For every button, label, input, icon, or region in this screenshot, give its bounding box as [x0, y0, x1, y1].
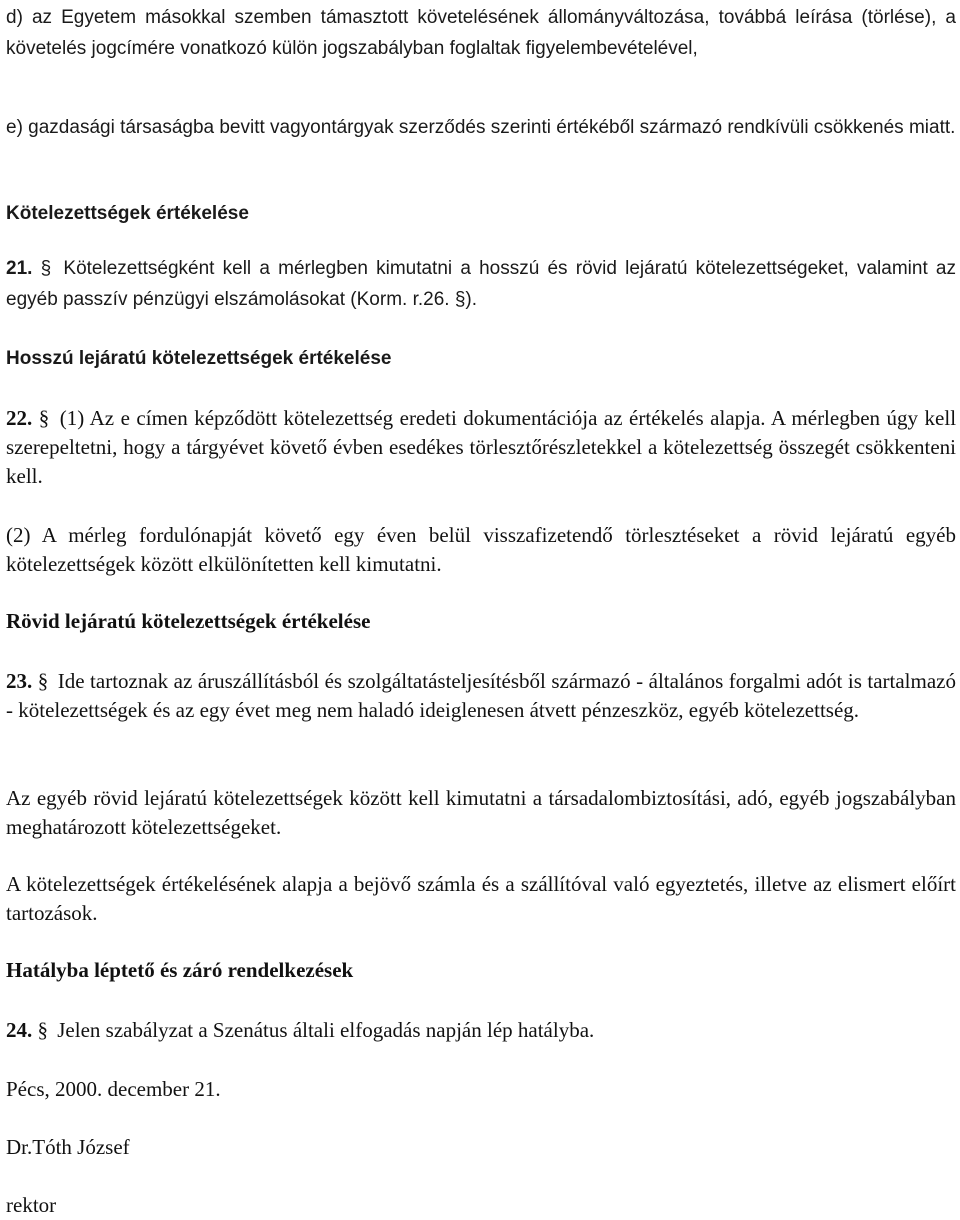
paragraph-text: (1) Az e címen képződött kötelezettség eredeti dokumentációja az értékelés alapja. A mérlegben úgy kell szerepeltetni, hogy a tárgyévet követő évben esedékes törlesztőrészletekkel a kötelezettség összegét csökkenteni kell. — [6, 406, 957, 488]
paragraph-text: Jelen szabályzat a Szenátus általi elfogadás napján lép hatályba. — [57, 1018, 595, 1042]
section-symbol: § — [40, 258, 52, 279]
section-heading-liabilities: Kötelezettségek értékelése — [6, 203, 249, 224]
place-and-date: Pécs, 2000. december 21. — [6, 1077, 221, 1101]
paragraph-text: Kötelezettségként kell a mérlegben kimutatni a hosszú és rövid lejáratú kötelezettségeket, valamint az egyéb passzív pénzügyi elszámolásokat (Korm. r.26. §). — [6, 258, 956, 310]
paragraph-23-2: Az egyéb rövid lejáratú kötelezettségek között kell kimutatni a társadalombiztosítási, adó, egyéb jogszabályban meghatározott kötelezettségeket. — [6, 786, 956, 839]
section-heading-short-term: Rövid lejáratú kötelezettségek értékelése — [6, 609, 371, 633]
list-item-d: d) az Egyetem másokkal szemben támasztott követelésének állományváltozása, továbbá leírása (törlése), a követelés jogcímére vonatkozó külön jogszabályban foglaltak figyelembevételével, — [6, 7, 956, 59]
signatory-role: rektor — [6, 1193, 57, 1217]
paragraph-22-1 — [6, 404, 956, 491]
section-number: 21. — [6, 258, 33, 279]
paragraph-text: Ide tartoznak az áruszállításból és szolgáltatásteljesítésből származó - általános forgalmi adót is tartalmazó - kötelezettségek és az egy évet meg nem haladó ideiglenesen átvett pénzeszköz, egyéb kötelezettség. — [6, 669, 956, 722]
section-heading-long-term: Hosszú lejáratú kötelezettségek értékelése — [6, 348, 392, 369]
section-symbol: § — [38, 406, 50, 430]
section-number: 22. — [6, 406, 33, 430]
signatory-name: Dr.Tóth József — [6, 1135, 130, 1159]
section-heading-final: Hatályba léptető és záró rendelkezések — [6, 958, 354, 982]
section-number: 24. — [6, 1018, 33, 1042]
section-symbol: § — [37, 669, 49, 693]
section-symbol: § — [37, 1018, 48, 1042]
section-number: 23. — [6, 669, 33, 693]
paragraph-22-2: (2) A mérleg fordulónapját követő egy éven belül visszafizetendő törlesztéseket a rövid lejáratú egyéb kötelezettségek között elkülönítetten kell kimutatni. — [6, 523, 956, 576]
paragraph-24 — [6, 1016, 956, 1045]
paragraph-21 — [6, 253, 956, 315]
paragraph-23-3: A kötelezettségek értékelésének alapja a bejövő számla és a szállítóval való egyeztetés, illetve az elismert előírt tartozások. — [6, 872, 956, 925]
paragraph-23-1 — [6, 667, 956, 725]
list-item-e: e) gazdasági társaságba bevitt vagyontárgyak szerződés szerinti értékéből származó rendkívüli csökkenés miatt. — [6, 117, 956, 138]
